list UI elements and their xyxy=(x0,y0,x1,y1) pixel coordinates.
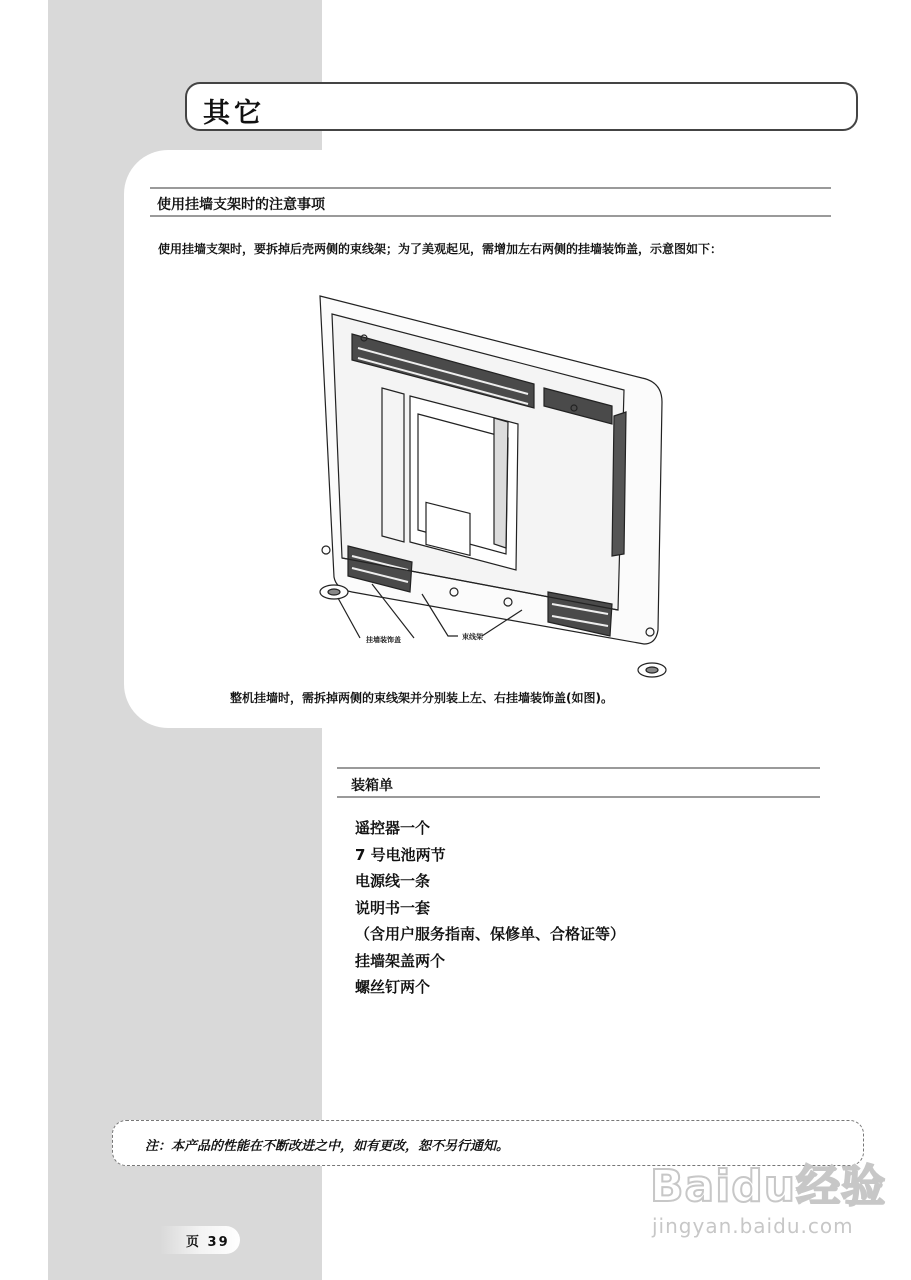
figure-caption: 整机挂墙时，需拆掉两侧的束线架并分别装上左、右挂墙装饰盖(如图)。 xyxy=(230,691,613,705)
packing-item: 螺丝钉两个 xyxy=(355,978,431,996)
callout-wall-cover-label: 挂墙装饰盖 xyxy=(366,637,401,644)
packing-item: （含用户服务指南、保修单、合格证等） xyxy=(355,925,626,943)
packing-item: 挂墙架盖两个 xyxy=(355,951,446,970)
packing-item: 电源线一条 xyxy=(355,872,431,890)
chapter-title-box xyxy=(185,82,858,131)
notice-text: 注：本产品的性能在不断改进之中，如有更改，恕不另行通知。 xyxy=(145,1139,510,1154)
packing-item: 7 号电池两节 xyxy=(355,845,446,864)
packing-list xyxy=(355,815,625,1001)
baidu-watermark xyxy=(642,1148,902,1248)
watermark-logo: Baidu经验 xyxy=(650,1161,887,1212)
watermark-url: jingyan.baidu.com xyxy=(652,1214,854,1238)
packing-heading-text: 装箱单 xyxy=(351,778,393,794)
chapter-title: 其它 xyxy=(203,98,265,129)
page-number: 页 39 xyxy=(186,1235,230,1250)
callout-cable-holder-label: 束线架 xyxy=(462,634,483,641)
wall-mount-section-heading xyxy=(150,187,831,217)
tv-rear-illustration xyxy=(312,292,677,692)
packing-item: 遥控器一个 xyxy=(355,819,431,837)
packing-item: 说明书一套 xyxy=(355,898,431,917)
packing-list-heading xyxy=(337,767,820,798)
page-number-tab xyxy=(140,1226,240,1254)
wall-mount-instruction: 使用挂墙支架时，要拆掉后壳两侧的束线架；为了美观起见，需增加左右两侧的挂墙装饰盖，示意图如下： xyxy=(158,242,723,256)
wall-mount-heading-text: 使用挂墙支架时的注意事项 xyxy=(157,197,325,213)
